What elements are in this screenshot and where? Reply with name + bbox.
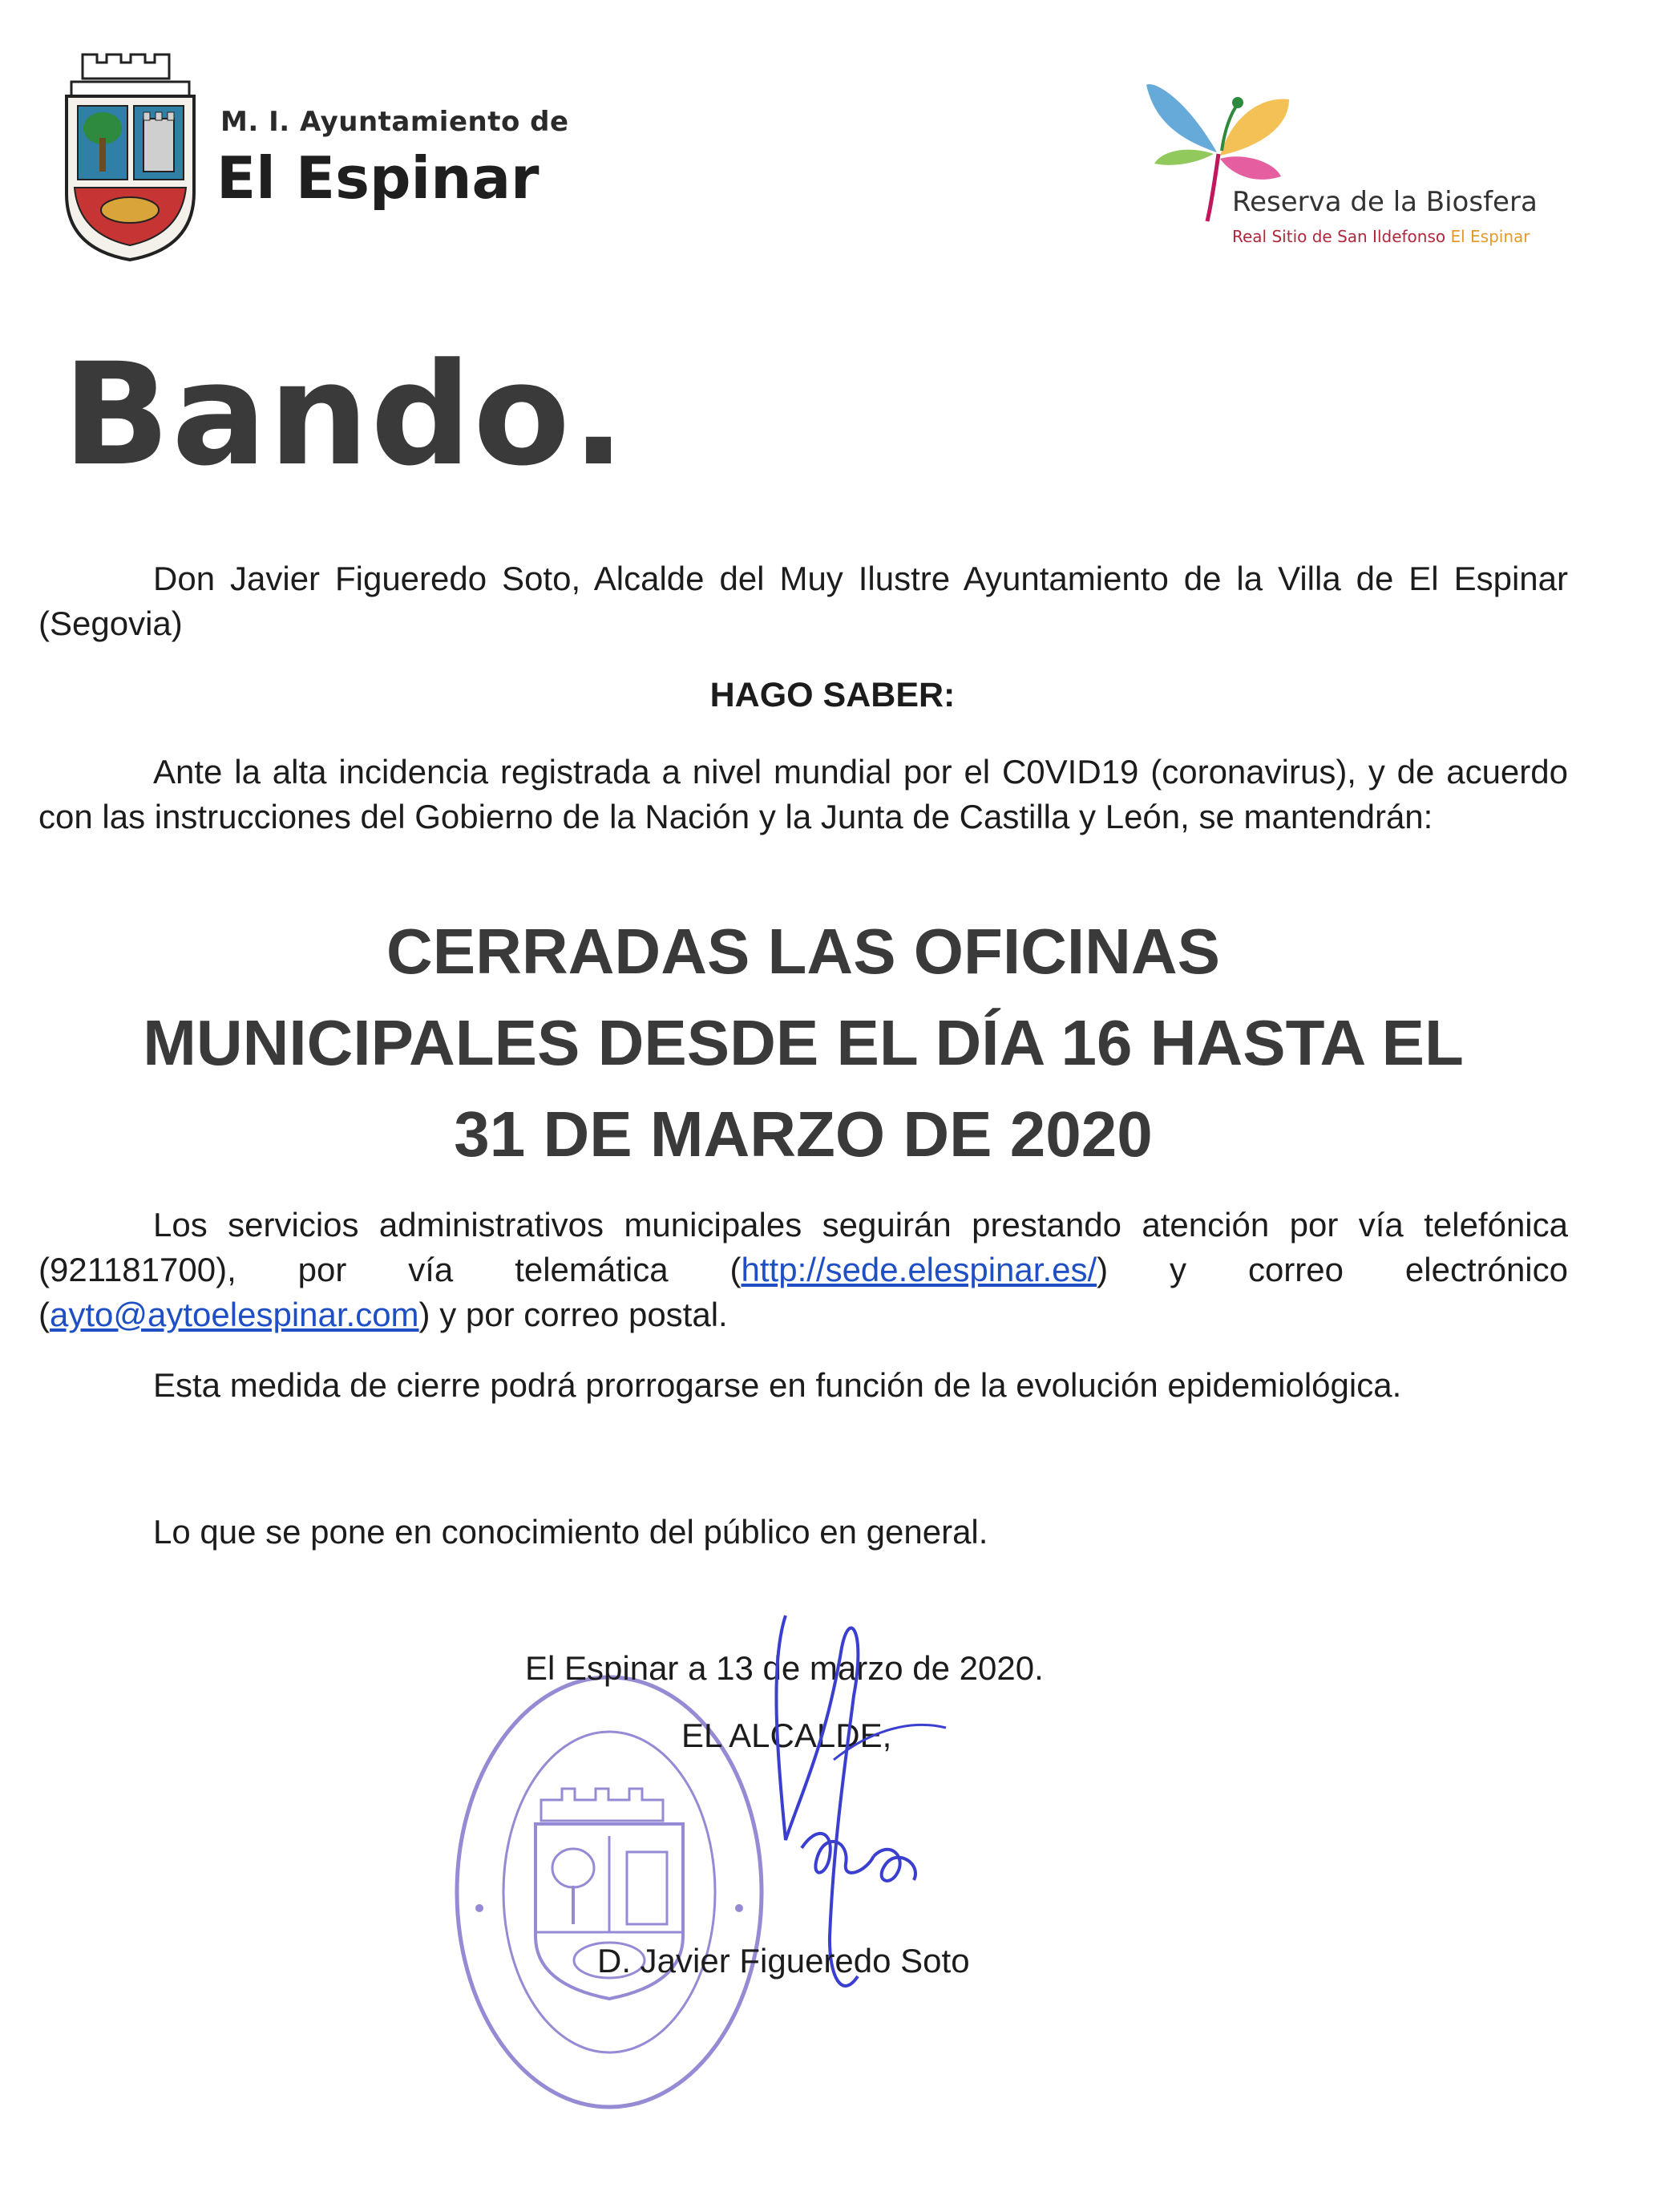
extension-paragraph: Esta medida de cierre podrá prorrogarse en función de la evolución epidemiológica. [153,1366,1402,1404]
proclamation-heading: HAGO SABER: [709,676,956,714]
services-text-3: ) y por correo postal. [418,1296,728,1333]
biosphere-subtitle-main: Real Sitio de San Ildefonso [1232,227,1446,246]
biosphere-subtitle-tail: El Espinar [1450,227,1530,246]
email-link[interactable]: ayto@aytoelespinar.com [50,1296,419,1333]
public-notice-paragraph: Lo que se pone en conocimiento del público en general. [153,1513,988,1551]
signature-date: El Espinar a 13 de marzo de 2020. [525,1649,1044,1687]
services-paragraph [38,1203,1568,1337]
biosphere-subtitle [1232,227,1530,246]
headline-line-3: 31 DE MARZO DE 2020 [454,1098,1153,1170]
document-title: Bando. [63,333,627,497]
headline-line-2: MUNICIPALES DESDE EL DÍA 16 HASTA EL [143,1007,1464,1078]
headline-line-1: CERRADAS LAS OFICINAS [386,916,1221,987]
signature-role: EL ALCALDE, [681,1717,892,1754]
sede-link[interactable]: http://sede.elespinar.es/ [741,1251,1097,1288]
biosphere-title: Reserva de la Biosfera [1232,186,1538,218]
municipal-crest-logo [60,50,200,262]
municipality-name-line1: M. I. Ayuntamiento de [220,106,569,138]
services-text-1: Los servicios administrativos municipales seguirán prestando atención por vía telefónica (921181700), por vía telemática ( [38,1206,1568,1288]
municipality-name-line2: El Espinar [216,144,540,212]
services-text-2: ) y correo electrónico ( [38,1251,1569,1333]
signer-name: D. Javier Figueredo Soto [597,1942,970,1979]
intro-paragraph: Don Javier Figueredo Soto, Alcalde del Muy Ilustre Ayuntamiento de la Villa de El Espinar (Segovia) [38,560,1568,642]
context-paragraph: Ante la alta incidencia registrada a nivel mundial por el C0VID19 (coronavirus), y de acuerdo con las instrucciones del Gobierno de la Nación y la Junta de Castilla y León, se mantendrán: [38,753,1568,835]
closure-headline [38,906,1568,1180]
